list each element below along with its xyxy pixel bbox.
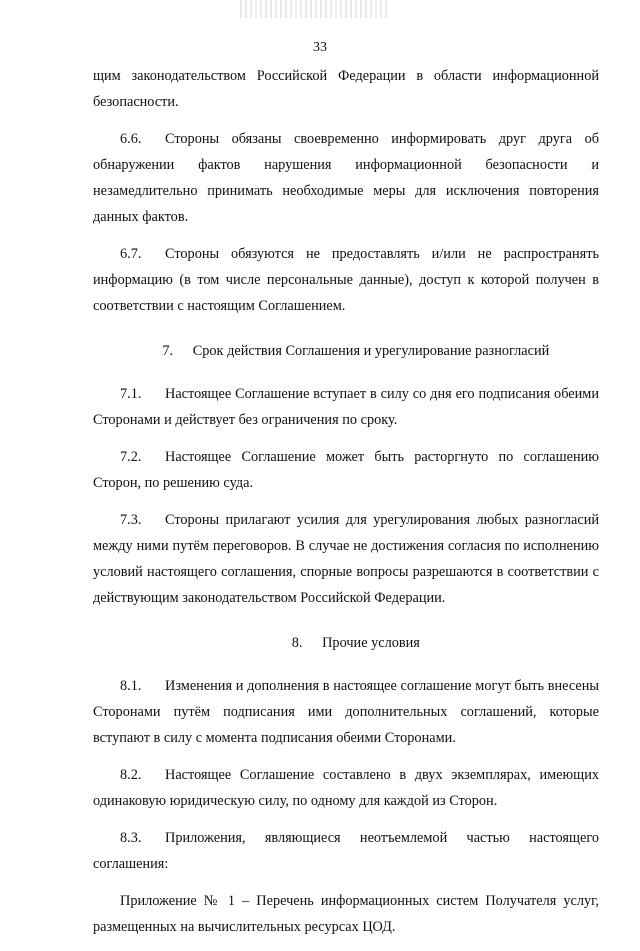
clause-number: 8.2. bbox=[120, 767, 142, 783]
scan-artifact bbox=[240, 0, 390, 18]
clause-text: Настоящее Соглашение составлено в двух экземплярах, имеющих одинаковую юридическую силу, по одному для каждой из Сторон. bbox=[93, 767, 599, 809]
clause-text: Стороны прилагают усилия для урегулирования любых разногласий между ними путём переговоров. В случае не достижения согласия по исполнению условий настоящего соглашения, спорные вопросы разрешаются в соответствии с действующим законодательством Российской Федерации. bbox=[93, 512, 599, 606]
clause-text: Приложения, являющиеся неотъемлемой частью настоящего соглашения: bbox=[93, 830, 599, 872]
clause-number: 6.6. bbox=[120, 131, 142, 147]
document-body bbox=[93, 63, 599, 951]
clause-text: Стороны обязуются не предоставлять и/или не распространять информацию (в том числе персональные данные), доступ к которой получен в соответствии с настоящим Соглашением. bbox=[93, 246, 599, 314]
clause-text: Изменения и дополнения в настоящее соглашение могут быть внесены Сторонами путём подписания ими дополнительных соглашений, которые вступают в силу с момента подписания обеими Сторонами. bbox=[93, 678, 599, 746]
paragraph-continuation bbox=[93, 63, 599, 115]
paragraph-text: щим законодательством Российской Федерации в области информационной безопасности. bbox=[93, 68, 599, 110]
clause-6-7 bbox=[93, 241, 599, 319]
section-title: Срок действия Соглашения и урегулирование разногласий bbox=[192, 343, 550, 359]
clause-8-1 bbox=[93, 673, 599, 751]
section-number: 7. bbox=[162, 343, 174, 359]
clause-number: 8.3. bbox=[120, 830, 142, 846]
clause-number: 8.1. bbox=[120, 678, 142, 694]
section-heading-8 bbox=[93, 630, 599, 656]
section-title: Прочие условия bbox=[322, 635, 420, 651]
clause-number: 7.2. bbox=[120, 449, 142, 465]
page-number: 33 bbox=[313, 40, 327, 55]
clause-7-3 bbox=[93, 507, 599, 611]
clause-number: 6.7. bbox=[120, 246, 142, 262]
clause-8-2 bbox=[93, 762, 599, 814]
section-number: 8. bbox=[291, 635, 303, 651]
clause-number: 7.1. bbox=[120, 386, 142, 402]
clause-text: Стороны обязаны своевременно информировать друг друга об обнаружении фактов нарушения информационной безопасности и незамедлительно принимать необходимые меры для исключения повторения данных фактов. bbox=[93, 131, 599, 225]
clause-7-2 bbox=[93, 444, 599, 496]
clause-7-1 bbox=[93, 381, 599, 433]
clause-number: 7.3. bbox=[120, 512, 142, 528]
clause-6-6 bbox=[93, 126, 599, 230]
appendix-reference: Приложение № 1 – Перечень информационных систем Получателя услуг, размещенных на вычислительных ресурсах ЦОД. bbox=[93, 893, 599, 935]
clause-8-3 bbox=[93, 825, 599, 877]
clause-text: Настоящее Соглашение вступает в силу со дня его подписания обеими Сторонами и действует без ограничения по сроку. bbox=[93, 386, 599, 428]
section-heading-7 bbox=[93, 338, 599, 364]
clause-text: Настоящее Соглашение может быть расторгнуто по соглашению Сторон, по решению суда. bbox=[93, 449, 599, 491]
